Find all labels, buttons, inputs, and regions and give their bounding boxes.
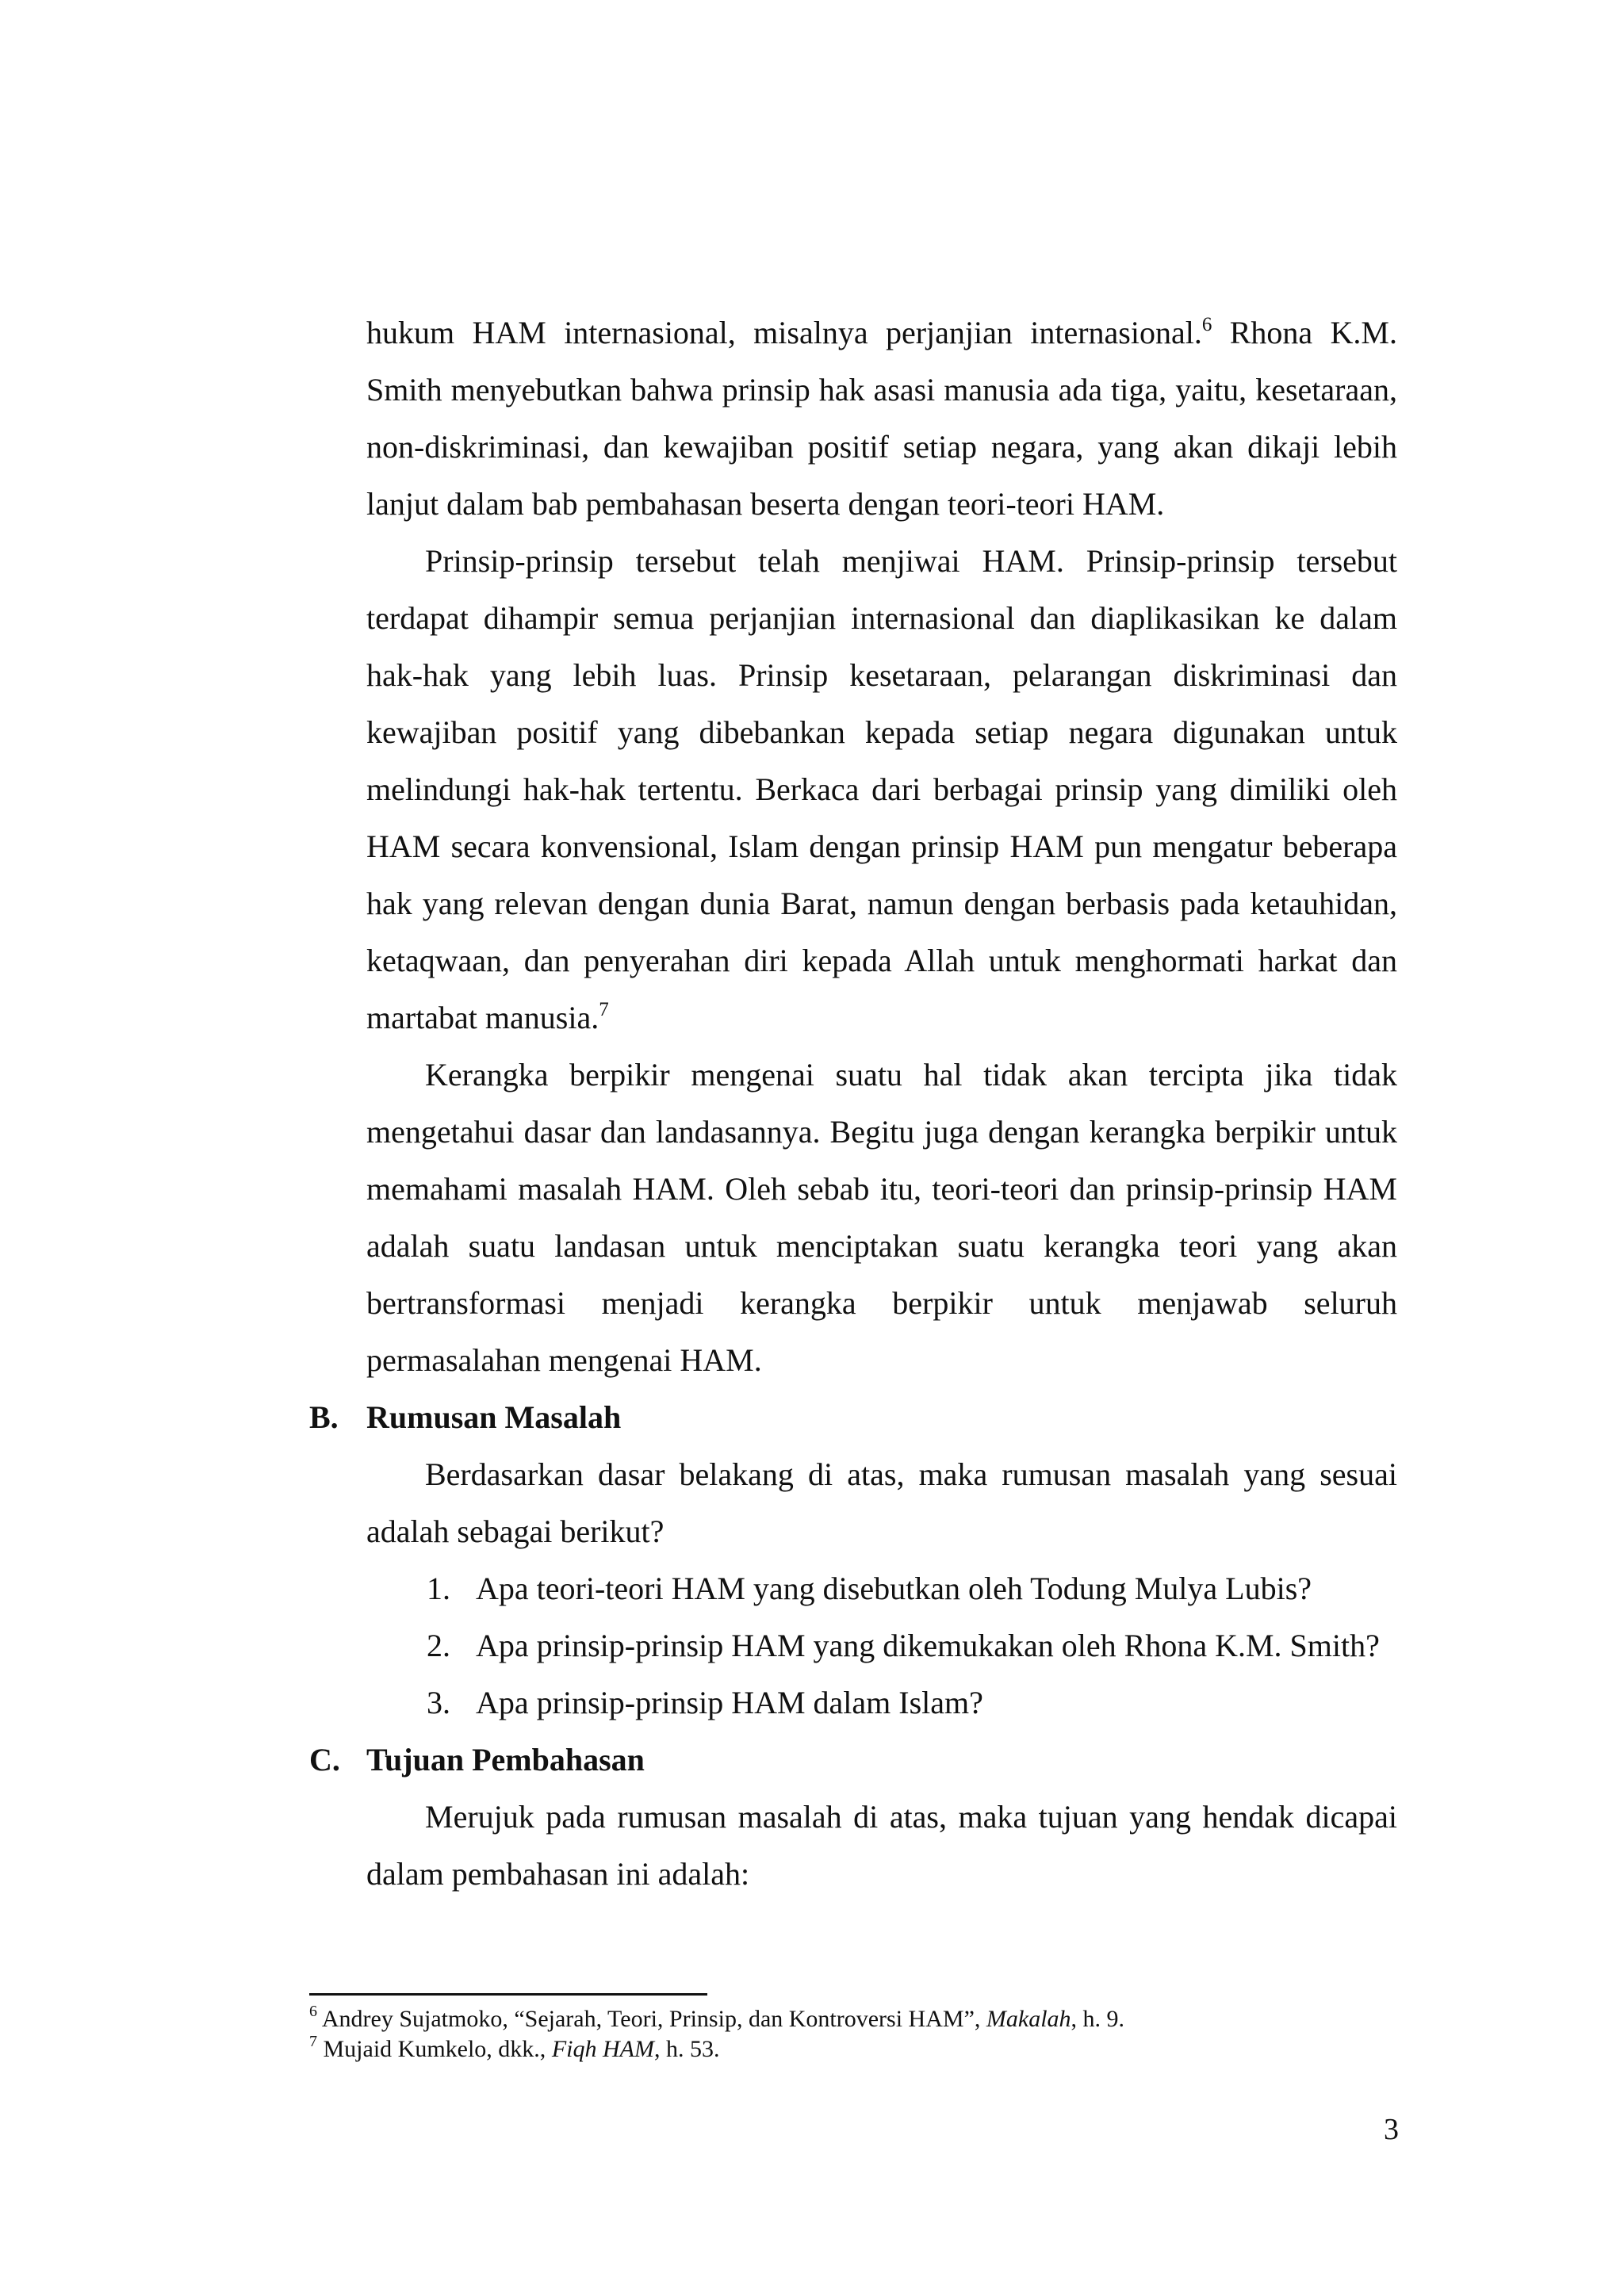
paragraph-principles <box>366 533 1397 1047</box>
footnote-text: , h. 9. <box>1071 2006 1125 2032</box>
paragraph-text: Prinsip-prinsip tersebut telah menjiwai HAM. Prinsip-prinsip tersebut terdapat dihampir semua perjanjian internasional dan diaplikasikan ke dalam hak-hak yang lebih luas. Prinsip kesetaraan, pelarangan diskriminasi dan kewajiban positif yang dibebankan kepada setiap negara digunakan untuk melindungi hak-hak tertentu. Berkaca dari berbagai prinsip yang dimiliki oleh HAM secara konvensional, Islam dengan prinsip HAM pun mengatur beberapa hak yang relevan dengan dunia Barat, namun dengan berbasis pada ketauhidan, ketaqwaan, dan penyerahan diri kepada Allah untuk menghormati harkat dan martabat manusia. <box>366 543 1397 1035</box>
footnote-ref-6[interactable]: 6 <box>1201 314 1212 335</box>
footnote-6 <box>309 2004 1419 2034</box>
footnote-number: 7 <box>309 2033 317 2050</box>
footnote-italic: Fiqh HAM <box>551 2036 654 2062</box>
paragraph-text: Merujuk pada rumusan masalah di atas, maka tujuan yang hendak dicapai dalam pembahasan ini adalah: <box>366 1799 1397 1892</box>
footnote-7 <box>309 2034 1419 2064</box>
list-item-text: Apa prinsip-prinsip HAM dalam Islam? <box>476 1685 983 1720</box>
list-number: 3. <box>427 1685 450 1720</box>
section-heading-b <box>309 1389 1397 1446</box>
footnote-ref-7[interactable]: 7 <box>599 999 609 1020</box>
problem-list <box>366 1560 1397 1732</box>
section-b-intro <box>366 1446 1397 1560</box>
section-title: Rumusan Masalah <box>366 1399 622 1435</box>
list-item-text: Apa teori-teori HAM yang disebutkan oleh Todung Mulya Lubis? <box>476 1571 1312 1606</box>
paragraph-continued <box>366 304 1397 533</box>
page-number: 3 <box>1384 2113 1399 2146</box>
section-letter: B. <box>309 1399 339 1435</box>
footnote-text: , h. 53. <box>653 2036 720 2062</box>
paragraph-text: Rhona K.M. Smith menyebutkan bahwa prinsip hak asasi manusia ada tiga, yaitu, kesetaraan, non-diskriminasi, dan kewajiban positif setiap negara, yang akan dikaji lebih lanjut dalam bab pembahasan beserta dengan teori-teori HAM. <box>366 315 1397 522</box>
paragraph-text: Kerangka berpikir mengenai suatu hal tidak akan tercipta jika tidak mengetahui dasar dan landasannya. Begitu juga dengan kerangka berpikir untuk memahami masalah HAM. Oleh sebab itu, teori-teori dan prinsip-prinsip HAM adalah suatu landasan untuk menciptakan suatu kerangka teori yang akan bertransformasi menjadi kerangka berpikir untuk menjawab seluruh permasalahan mengenai HAM. <box>366 1057 1397 1378</box>
list-number: 2. <box>427 1628 450 1663</box>
footnote-number: 6 <box>309 2003 317 2020</box>
section-c-intro <box>366 1789 1397 1903</box>
list-item <box>427 1560 1397 1617</box>
list-item-text: Apa prinsip-prinsip HAM yang dikemukakan oleh Rhona K.M. Smith? <box>476 1628 1380 1663</box>
footnote-divider <box>309 1993 707 1996</box>
footnote-text: Mujaid Kumkelo, dkk., <box>317 2036 552 2062</box>
section-title: Tujuan Pembahasan <box>366 1742 645 1777</box>
paragraph-text: Berdasarkan dasar belakang di atas, maka rumusan masalah yang sesuai adalah sebagai berikut? <box>366 1456 1397 1549</box>
body-text <box>309 304 1397 1903</box>
list-item <box>427 1617 1397 1674</box>
footnote-text: Andrey Sujatmoko, “Sejarah, Teori, Prinsip, dan Kontroversi HAM”, <box>317 2006 986 2032</box>
footnotes <box>309 2004 1419 2064</box>
paragraph-framework <box>366 1047 1397 1389</box>
list-number: 1. <box>427 1571 450 1606</box>
footnote-italic: Makalah <box>986 2006 1071 2032</box>
list-item <box>427 1674 1397 1732</box>
paragraph-text: hukum HAM internasional, misalnya perjanjian internasional. <box>366 315 1202 350</box>
section-heading-c <box>309 1732 1397 1789</box>
section-letter: C. <box>309 1742 340 1777</box>
